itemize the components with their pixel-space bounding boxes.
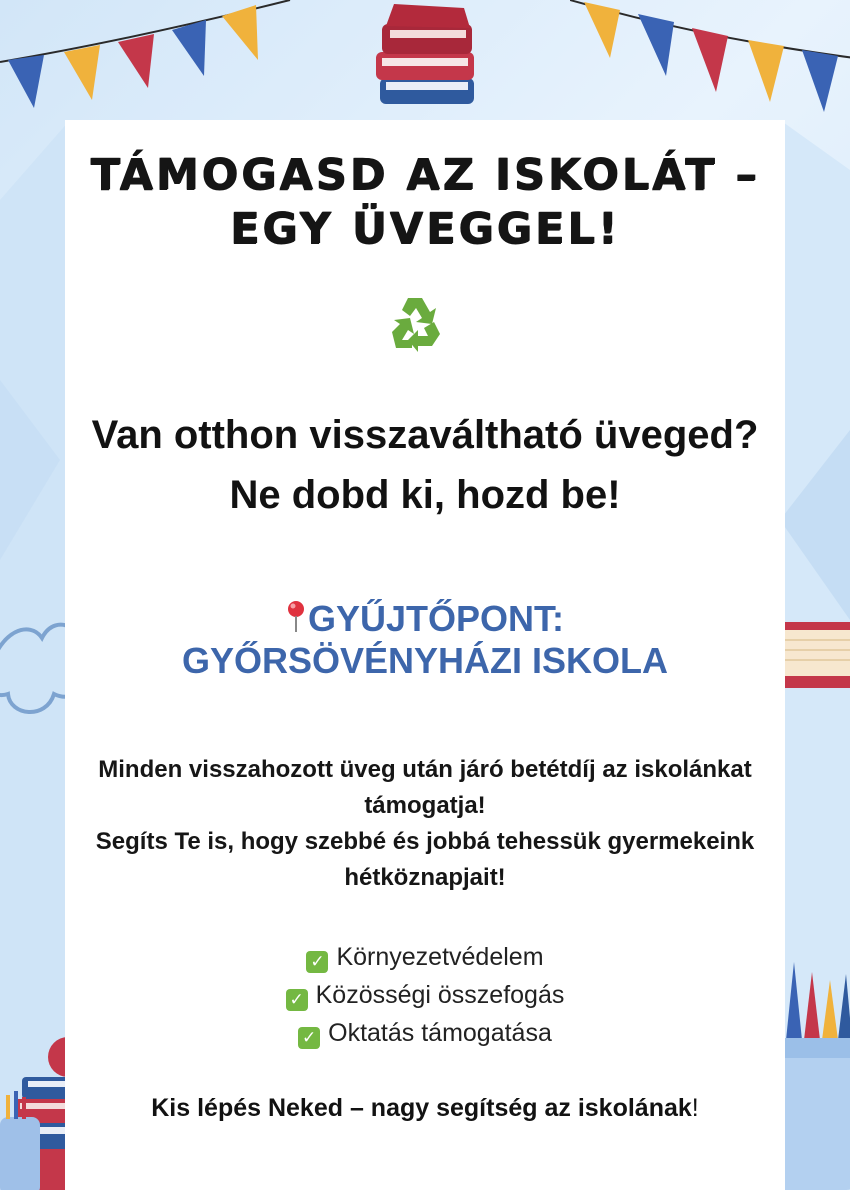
description-line: Minden visszahozott üveg után járó betétdíj az iskolánkat — [98, 756, 752, 783]
description-paragraph — [0, 752, 850, 896]
description-line: támogatja! — [364, 792, 486, 819]
check-mark-icon: ✓ — [306, 951, 328, 973]
collection-point-label: GYŰJTŐPONT: — [307, 598, 565, 639]
list-item — [0, 1014, 850, 1052]
page-title: TÁMOGASD AZ ISKOLÁT – EGY ÜVEGGEL! — [90, 150, 760, 254]
description-line: Segíts Te is, hogy szebbé és jobbá tehessük gyermekeink — [95, 828, 755, 855]
closing-slogan — [0, 1090, 850, 1126]
check-mark-icon: ✓ — [286, 989, 308, 1011]
question-block — [0, 405, 850, 525]
call-to-action-line: Ne dobd ki, hozd be! — [229, 473, 621, 517]
description-line: hétköznapjait! — [344, 864, 506, 891]
closing-text: Kis lépés Neked – nagy segítség az iskolának — [151, 1094, 692, 1122]
list-item — [0, 938, 850, 976]
benefits-list — [0, 938, 850, 1052]
book-stack-top-decoration — [372, 0, 482, 120]
benefit-label: Oktatás támogatása — [328, 1019, 552, 1047]
list-item — [0, 976, 850, 1014]
round-pushpin-icon — [286, 599, 306, 635]
closing-mark: ! — [691, 1094, 699, 1122]
collection-point — [0, 598, 850, 682]
bunting-right-decoration — [570, 0, 850, 130]
collection-point-place: GYŐRSÖVÉNYHÁZI ISKOLA — [181, 640, 669, 681]
bunting-left-decoration — [0, 0, 300, 120]
check-mark-icon: ✓ — [298, 1027, 320, 1049]
benefit-label: Közösségi összefogás — [315, 981, 565, 1009]
question-line: Van otthon visszaváltható üveged? — [91, 413, 759, 457]
recycle-icon — [384, 292, 446, 354]
benefit-label: Környezetvédelem — [336, 943, 544, 971]
collection-point-label-row — [0, 598, 850, 640]
